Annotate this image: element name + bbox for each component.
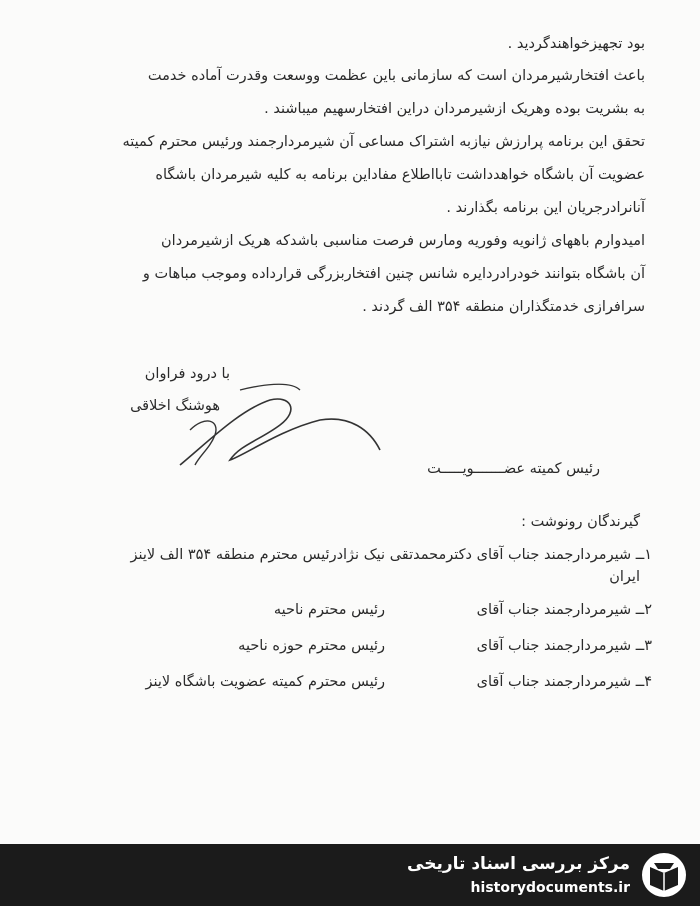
cc-item-number: ۲ــ [635,602,652,618]
watermark-banner [0,844,700,906]
body-line-4: تحقق این برنامه پرارزش نیازبه اشتراک مساعی آن شیرمردارجمند ورئیس محترم کمیته [122,134,645,150]
signature-name: هوشنگ اخلاقی [130,398,220,414]
body-line-3: به بشریت بوده وهریک ازشیرمردان دراین افتخارسهیم میباشند . [264,101,645,117]
signature-closing: با درود فراوان [144,366,230,382]
handwritten-signature [150,370,400,490]
cc-item-3 [477,638,652,654]
watermark-title: مرکز بررسی اسناد تاریخی [407,854,630,874]
body-line-6: آنانرادرجریان این برنامه بگذارند . [446,200,645,216]
cc-item-2 [477,602,652,618]
cc-item-3-recipient: رئیس محترم حوزه ناحیه [238,638,385,654]
body-line-2: باعث افتخارشیرمردان است که سازمانی باین عظمت ووسعت وقدرت آماده خدمت [147,68,645,84]
signature-title: رئیس کمیته عضـــــــویـــــت [427,461,600,477]
body-line-9: سرافرازی خدمتگذاران منطقه ۳۵۴ الف گردند . [362,299,645,315]
body-line-1: بود تجهیزخواهندگردید . [507,36,645,52]
cc-item-number: ۳ــ [635,638,652,654]
book-logo-icon [640,851,688,899]
cc-item-text: شیرمردارجمند جناب آقای [476,674,632,690]
cc-item-2-recipient: رئیس محترم ناحیه [273,602,385,618]
cc-heading: گیرندگان رونوشت : [521,514,640,530]
watermark-url: historydocuments.ir [470,880,630,896]
cc-item-number: ۱ــ [635,547,652,563]
cc-item-number: ۴ــ [635,674,652,690]
body-line-5: عضویت آن باشگاه خواهدداشت تابااطلاع مفاداین برنامه به کلیه شیرمردان باشگاه [155,167,645,183]
cc-item-text: شیرمردارجمند جناب آقای [476,602,632,618]
cc-item-1 [130,547,652,563]
cc-item-4 [477,674,652,690]
cc-item-text: شیرمردارجمند جناب آقای دکترمحمدتقی نیک نژادرئیس محترم منطقه ۳۵۴ الف لاینز [130,547,632,563]
body-line-7: امیدوارم باههای ژانویه وفوریه ومارس فرصت مناسبی باشدکه هریک ازشیرمردان [161,233,645,249]
cc-item-text: شیرمردارجمند جناب آقای [476,638,632,654]
cc-item-4-recipient: رئیس محترم کمیته عضویت باشگاه لاینز [145,674,385,690]
cc-item-1-continuation: ایران [609,569,640,585]
body-line-8: آن باشگاه بتوانند خودرادردایره شانس چنین افتخاربزرگی قرارداده وموجب مباهات و [142,266,645,282]
